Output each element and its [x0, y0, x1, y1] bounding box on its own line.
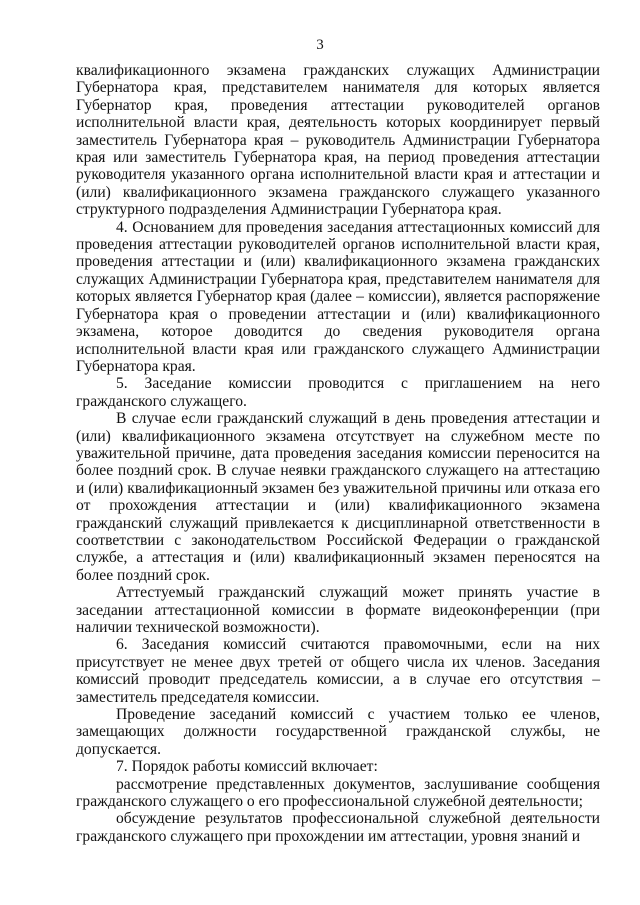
paragraph-review-documents: рассмотрение представленных документов, заслушивание сообщения гражданского служащего о его профессиональной служебной деятельности; — [76, 775, 600, 811]
paragraph-videoconference: Аттестуемый гражданский служащий может принять участие в заседании аттестационной комиссии в формате видеоконференции (при наличии технической возможности). — [76, 584, 600, 636]
paragraph-discussion: обсуждение результатов профессиональной служебной деятельности гражданского служащего при прохождении им аттестации, уровня знаний и — [76, 810, 600, 845]
paragraph-item-5: 5. Заседание комиссии проводится с приглашением на него гражданского служащего. — [76, 375, 600, 410]
paragraph-item-6: 6. Заседания комиссий считаются правомочными, если на них присутствует не менее двух третей от общего числа их членов. Заседания комиссий проводит председатель комиссии, а в случае его отсутствия – заместитель председателя комиссии. — [76, 636, 600, 706]
paragraph-item-4: 4. Основанием для проведения заседания аттестационных комиссий для проведения аттестации руководителей органов исполнительной власти края, проведения аттестации и (или) квалификационного экзамена гражданских служащих Администрации Губернатора края, представителем нанимателя для которых является Губернатор края (далее – комиссии), является распоряжение Губернатора края о проведении аттестации и (или) квалификационного экзамена, которое доводится до сведения руководителя органа исполнительной власти края или гражданского служащего Администрации Губернатора края. — [76, 218, 600, 375]
page-number: 3 — [316, 37, 324, 53]
document-body — [76, 62, 600, 845]
paragraph-item-7: 7. Порядок работы комиссий включает: — [116, 758, 378, 776]
paragraph-members-only: Проведение заседаний комиссий с участием только ее членов, замещающих должности государственной гражданской службы, не допускается. — [76, 706, 600, 758]
paragraph-absence: В случае если гражданский служащий в день проведения аттестации и (или) квалификационного экзамена отсутствует на служебном месте по уважительной причине, дата проведения заседания комиссии переносится на более поздний срок. В случае неявки гражданского служащего на аттестацию и (или) квалификационный экзамен без уважительной причины или отказа его от прохождения аттестации и (или) квалификационного экзамена гражданский служащий привлекается к дисциплинарной ответственности в соответствии с законодательством Российской Федерации о гражданской службе, а аттестация и (или) квалификационный экзамен переносятся на более поздний срок. — [76, 410, 600, 584]
paragraph-continuation: квалификационного экзамена гражданских служащих Администрации Губернатора края, представителем нанимателя для которых является Губернатор края, проведения аттестации руководителей органов исполнительной власти края, деятельность которых координирует первый заместитель Губернатора края – руководитель Администрации Губернатора края или заместитель Губернатора края, на период проведения аттестации руководителя указанного органа исполнительной власти края и аттестации и (или) квалификационного экзамена гражданского служащего указанного структурного подразделения Администрации Губернатора края. — [76, 62, 600, 219]
